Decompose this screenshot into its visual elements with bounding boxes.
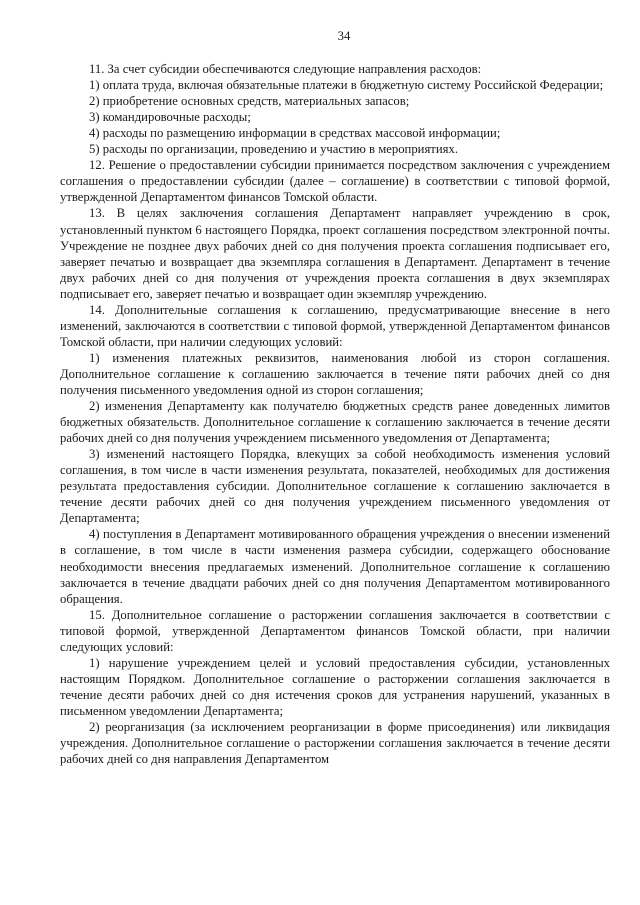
paragraph: 4) поступления в Департамент мотивированного обращения учреждения о внесении изменений в соглашение, в том числе в части изменения размера субсидии, содержащего обоснование необходимости внесения предлагаемых изменений. Дополнительное соглашение к соглашению заключается в течение двадцати рабочих дней со дня получения Департаментом мотивированного обращения. (60, 527, 610, 606)
paragraph: 15. Дополнительное соглашение о расторжении соглашения заключается в соответствии с типовой формой, утвержденной Департаментом финансов Томской области, при наличии следующих условий: (60, 607, 610, 654)
paragraph: 1) изменения платежных реквизитов, наименования любой из сторон соглашения. Дополнительное соглашение к соглашению заключается в течение пяти рабочих дней со дня получения письменного уведомления одной из сторон соглашения; (60, 350, 610, 397)
paragraph: 2) изменения Департаменту как получателю бюджетных средств ранее доведенных лимитов бюджетных обязательств. Дополнительное соглашение к соглашению заключается в течение десяти рабочих дней со дня получения учреждением письменного уведомления от Департамента; (60, 399, 610, 446)
paragraph: 3) командировочные расходы; (89, 110, 251, 125)
paragraph: 2) реорганизация (за исключением реорганизации в форме присоединения) или ликвидация учреждения. Дополнительное соглашение о расторжении соглашения заключается в течение десяти рабочих дней со дня направления Департаментом (60, 719, 610, 767)
document-body (60, 61, 610, 767)
document-page (60, 28, 610, 767)
paragraph: 14. Дополнительные соглашения к соглашению, предусматривающие внесение в него изменений, заключаются в соответствии с типовой формой, утвержденной Департаментом финансов Томской области, при наличии следующих условий: (60, 302, 610, 349)
paragraph: 5) расходы по организации, проведению и участию в мероприятиях. (89, 142, 458, 157)
paragraph: 2) приобретение основных средств, материальных запасов; (89, 94, 410, 109)
paragraph: 13. В целях заключения соглашения Департамент направляет учреждению в срок, установленный пунктом 6 настоящего Порядка, проект соглашения посредством электронной почты. Учреждение не позднее двух рабочих дней со дня получения проекта соглашения подписывает его, заверяет печатью и возвращает два экземпляра соглашения в Департамент. Департамент в течение двух рабочих дней со дня получения от учреждения проекта соглашения в двух экземплярах подписывает его, заверяет печатью и возвращает один экземпляр учреждению. (60, 206, 610, 301)
page-number: 34 (337, 29, 351, 43)
paragraph: 12. Решение о предоставлении субсидии принимается посредством заключения с учреждением соглашения о предоставлении субсидии (далее – соглашение) в соответствии с типовой формой, утвержденной Департаментом финансов Томской области. (60, 158, 610, 205)
paragraph: 1) нарушение учреждением целей и условий предоставления субсидии, установленных настоящим Порядком. Дополнительное соглашение о расторжении соглашения заключается в течение десяти рабочих дней со дня истечения сроков для устранения нарушений, указанных в письменном уведомлении Департамента; (60, 655, 610, 718)
paragraph: 3) изменений настоящего Порядка, влекущих за собой необходимость изменения условий соглашения, в том числе в части изменения результата, показателей, необходимых для достижения результата предоставления субсидии. Дополнительное соглашение к соглашению заключается в течение десяти рабочих дней со дня получения учреждением письменного уведомления от Департамента; (60, 447, 610, 526)
paragraph: 1) оплата труда, включая обязательные платежи в бюджетную систему Российской Федерации; (89, 78, 604, 93)
paragraph: 11. За счет субсидии обеспечиваются следующие направления расходов: (89, 62, 482, 77)
paragraph: 4) расходы по размещению информации в средствах массовой информации; (89, 126, 501, 141)
